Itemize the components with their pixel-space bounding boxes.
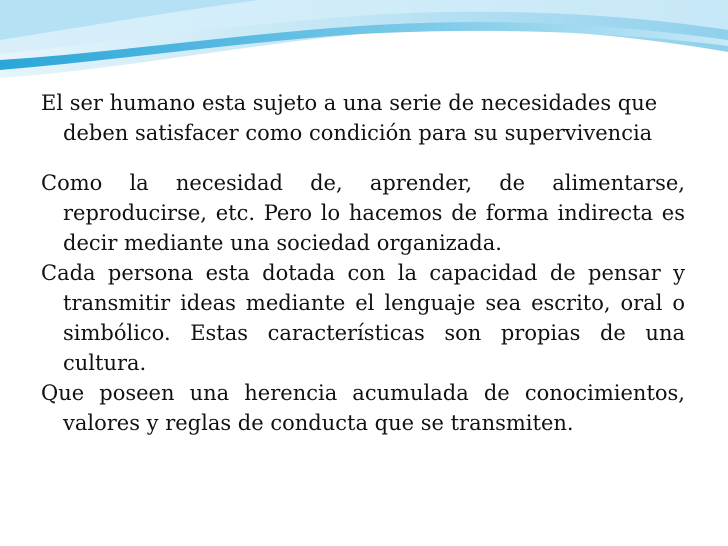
paragraph-2: Como la necesidad de, aprender, de alimentarse, reproducirse, etc. Pero lo hacemos de forma indirecta es decir mediante una sociedad organizada. [41, 171, 685, 255]
body-text [41, 88, 685, 438]
header-wave-decoration [0, 0, 728, 90]
paragraph-4: Que poseen una herencia acumulada de conocimientos, valores y reglas de conducta que se transmiten. [41, 381, 685, 435]
paragraph-1: El ser humano esta sujeto a una serie de necesidades que deben satisfacer como condición para su supervivencia [41, 91, 658, 145]
paragraph-3: Cada persona esta dotada con la capacidad de pensar y transmitir ideas mediante el lenguaje sea escrito, oral o simbólico. Estas características son propias de una cultura. [41, 261, 685, 375]
